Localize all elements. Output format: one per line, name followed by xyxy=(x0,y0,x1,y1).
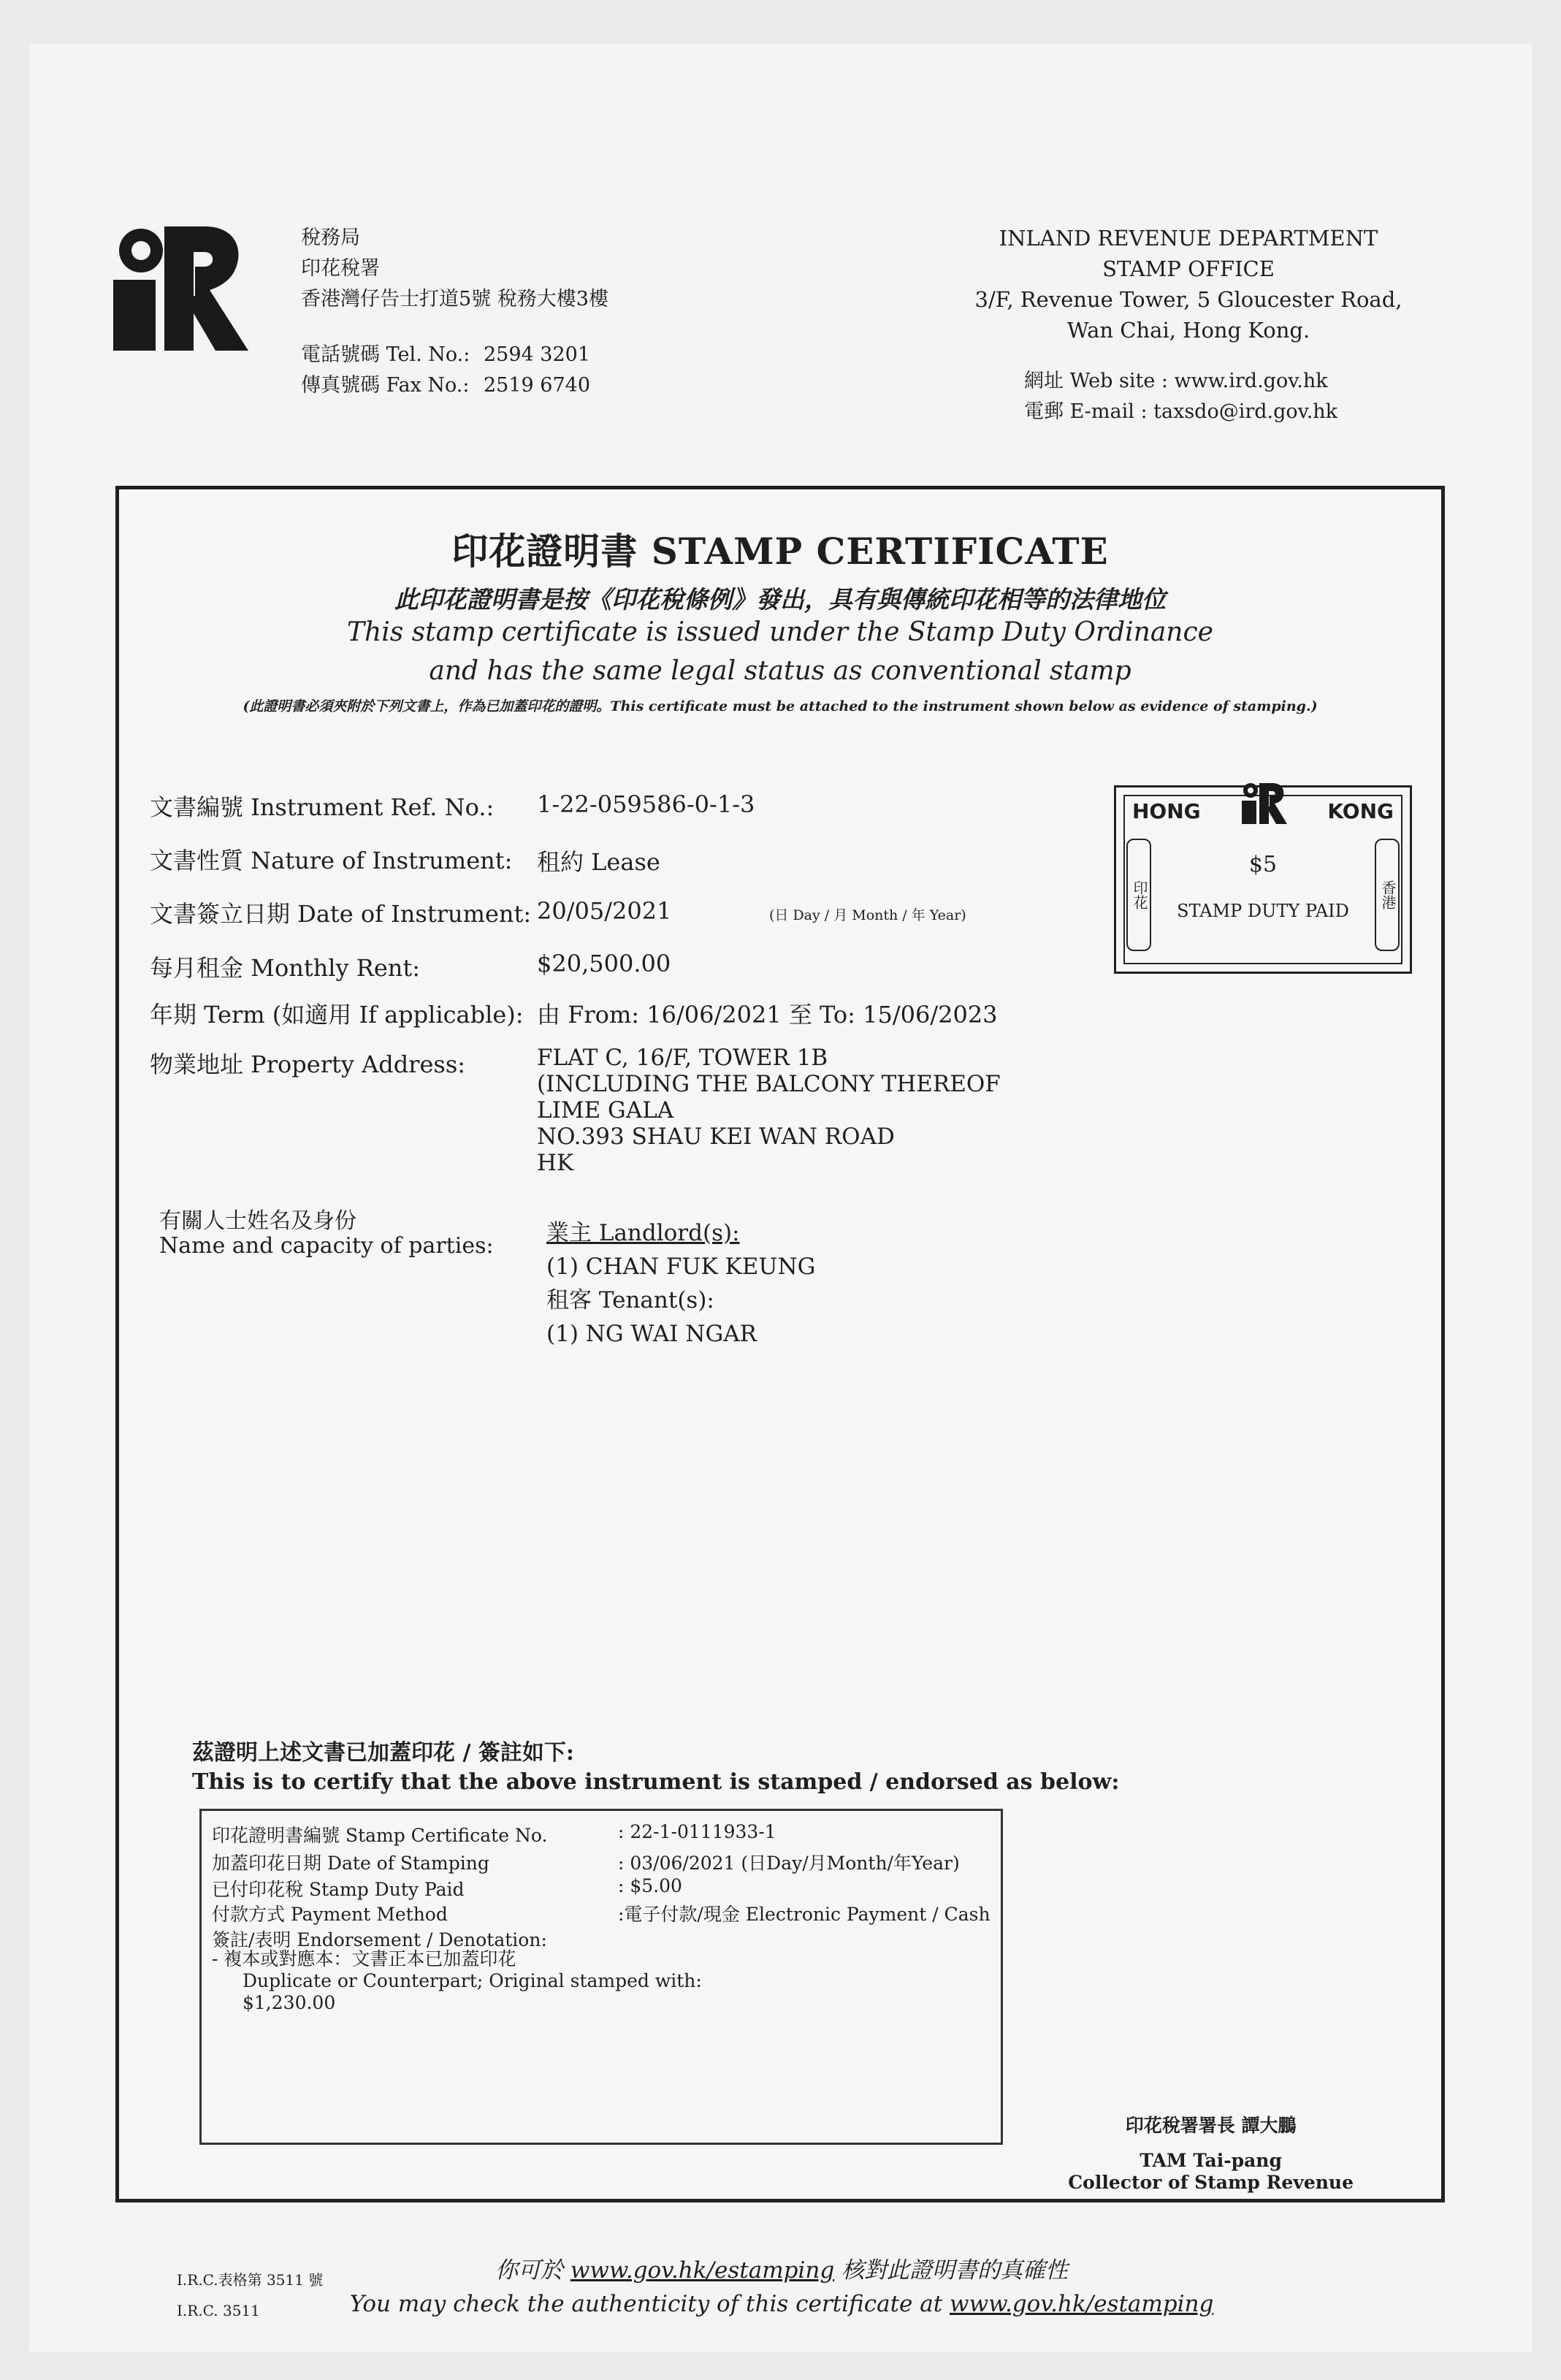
certify-zh: 茲證明上述文書已加蓋印花 / 簽註如下: xyxy=(192,1740,574,1766)
duty-paid-value: : $5.00 xyxy=(618,1875,682,1896)
date-value: 20/05/2021 xyxy=(537,897,672,925)
header-zh-address: 香港灣仔告士打道5號 稅務大樓3樓 xyxy=(301,288,608,310)
stamp-certificate xyxy=(115,486,1445,2202)
address-line: FLAT C, 16/F, TOWER 1B xyxy=(537,1045,828,1071)
certificate-subtitle-en-1: This stamp certificate is issued under the Stamp Duty Ordinance xyxy=(347,617,1213,647)
parties-label xyxy=(159,1209,494,1259)
date-format-hint: (日 Day / 月 Month / 年 Year) xyxy=(769,907,966,923)
form-number-en: I.R.C. 3511 xyxy=(177,2302,260,2319)
address-line: LIME GALA xyxy=(537,1097,674,1124)
fax-number: 2519 6740 xyxy=(484,374,591,397)
stamp-hong: HONG xyxy=(1132,799,1201,823)
stamping-date-value: : 03/06/2021 (日Day/月Month/年Year) xyxy=(618,1853,960,1874)
nature-label: 文書性質 Nature of Instrument: xyxy=(150,847,513,874)
ref-value: 1-22-059586-0-1-3 xyxy=(537,790,755,818)
certificate-title: 印花證明書 STAMP CERTIFICATE xyxy=(451,530,1109,573)
address-line: HK xyxy=(537,1150,574,1176)
stamp-side-left: 印花 xyxy=(1126,839,1151,951)
tenant-heading: 租客 Tenant(s): xyxy=(546,1287,714,1313)
term-label: 年期 Term (如適用 If applicable): xyxy=(150,1001,524,1029)
landlord-name: (1) CHAN FUK KEUNG xyxy=(546,1254,816,1280)
endorsement-line-2: Duplicate or Counterpart; Original stamped with: xyxy=(243,1970,702,1991)
date-label: 文書簽立日期 Date of Instrument: xyxy=(150,900,532,928)
certificate-subtitle-en-2: and has the same legal status as conventional stamp xyxy=(429,656,1131,686)
certify-statement xyxy=(192,1739,1119,1797)
address-line: NO.393 SHAU KEI WAN ROAD xyxy=(537,1124,895,1150)
parties-label-en: Name and capacity of parties: xyxy=(159,1233,494,1259)
fax-label: 傳真號碼 Fax No.: xyxy=(301,374,470,397)
tel-number: 2594 3201 xyxy=(484,343,591,366)
nature-value: 租約 Lease xyxy=(537,848,660,876)
form-number-zh: I.R.C.表格第 3511 號 xyxy=(177,2271,324,2289)
ird-logo xyxy=(113,223,248,351)
stamp-kong: KONG xyxy=(1327,799,1394,823)
term-value: 由 From: 16/06/2021 至 To: 15/06/2023 xyxy=(537,1001,998,1029)
ird-mini-logo-icon xyxy=(1242,782,1287,824)
header-en-address-2: Wan Chai, Hong Kong. xyxy=(1066,318,1310,343)
ref-label: 文書編號 Instrument Ref. No.: xyxy=(150,793,495,821)
header-left xyxy=(301,223,608,401)
header-en-office: STAMP OFFICE xyxy=(1102,256,1275,281)
address-line: (INCLUDING THE BALCONY THEREOF xyxy=(537,1071,1001,1097)
certify-en: This is to certify that the above instrument is stamped / endorsed as below: xyxy=(192,1769,1120,1795)
check-zh-post: 核對此證明書的真確性 xyxy=(841,2257,1069,2284)
stamp-duty-paid-stamp xyxy=(1114,785,1412,974)
certificate-subtitle-zh: 此印花證明書是按《印花稅條例》發出，具有與傳統印花相等的法律地位 xyxy=(394,585,1166,614)
tel-label: 電話號碼 Tel. No.: xyxy=(301,343,470,366)
header-zh-dept: 稅務局 xyxy=(301,226,360,249)
parties-label-zh: 有關人士姓名及身份 xyxy=(159,1208,356,1234)
header-email: 電郵 E-mail : taxsdo@ird.gov.hk xyxy=(1024,400,1338,423)
estamping-link[interactable]: www.gov.hk/estamping xyxy=(570,2257,835,2284)
form-number xyxy=(177,2265,323,2326)
cert-no-label: 印花證明書編號 Stamp Certificate No. xyxy=(212,1825,548,1846)
property-address xyxy=(537,1045,1001,1176)
stamp-paid-label: STAMP DUTY PAID xyxy=(1177,901,1349,921)
header-en-address-1: 3/F, Revenue Tower, 5 Gloucester Road, xyxy=(974,287,1402,312)
attach-note: (此證明書必須夾附於下列文書上，作為已加蓋印花的證明。This certificate must be attached to the instrument shown below as evidence of stamping.) xyxy=(243,698,1318,714)
check-zh-pre: 你可於 xyxy=(495,2257,563,2284)
rent-value: $20,500.00 xyxy=(537,950,671,977)
cert-no-value: : 22-1-0111933-1 xyxy=(618,1821,776,1842)
payment-method-label: 付款方式 Payment Method xyxy=(212,1904,448,1925)
endorsement-label: 簽註/表明 Endorsement / Denotation: xyxy=(212,1929,547,1950)
header-right xyxy=(962,223,1415,427)
stamp-amount: $5 xyxy=(1248,852,1278,877)
address-label: 物業地址 Property Address: xyxy=(150,1050,466,1078)
header-website: 網址 Web site : www.ird.gov.hk xyxy=(1024,370,1328,392)
endorsement-line-3: $1,230.00 xyxy=(243,1992,336,2013)
header-zh-office: 印花稅署 xyxy=(301,257,380,280)
endorsement-details xyxy=(212,1948,702,2014)
authenticity-note xyxy=(307,2254,1256,2321)
tenant-name: (1) NG WAI NGAR xyxy=(546,1321,757,1347)
endorsement-line-1: - 複本或對應本：文書正本已加蓋印花 xyxy=(212,1948,516,1969)
check-en: You may check the authenticity of this certificate at xyxy=(349,2291,943,2317)
collector-signature xyxy=(1068,2115,1354,2194)
parties-list xyxy=(546,1216,815,1351)
stamping-details-box xyxy=(199,1809,1003,2145)
header-en-dept: INLAND REVENUE DEPARTMENT xyxy=(999,226,1378,251)
signature-zh: 印花稅署署長 譚大鵬 xyxy=(1125,2115,1297,2136)
stamping-date-label: 加蓋印花日期 Date of Stamping xyxy=(212,1853,489,1874)
estamping-link-en[interactable]: www.gov.hk/estamping xyxy=(950,2291,1214,2317)
rent-label: 每月租金 Monthly Rent: xyxy=(150,954,421,982)
stamp-side-right: 香港 xyxy=(1375,839,1400,951)
duty-paid-label: 已付印花稅 Stamp Duty Paid xyxy=(212,1879,465,1900)
signature-name: TAM Tai-pang xyxy=(1140,2150,1282,2171)
landlord-heading: 業主 Landlord(s): xyxy=(546,1220,740,1246)
signature-title: Collector of Stamp Revenue xyxy=(1068,2172,1354,2193)
payment-method-value: :電子付款/現金 Electronic Payment / Cash xyxy=(618,1904,991,1925)
